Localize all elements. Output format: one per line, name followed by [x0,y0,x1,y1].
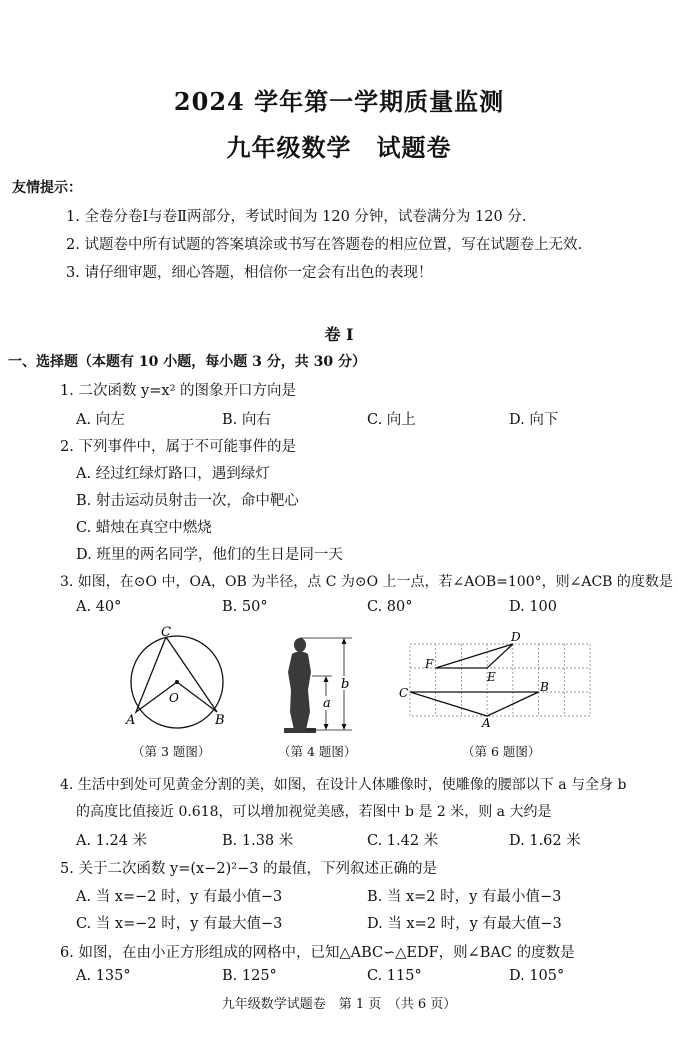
q6-option-a: A. 135° [76,968,131,984]
figure-6-grid [398,628,596,728]
exam-title: 2024 学年第一学期质量监测 [173,87,505,116]
q3-option-b: B. 50° [222,599,268,615]
page-footer: 九年级数学试题卷 第 1 页 （共 6 页） [221,997,457,1012]
q4-option-a: A. 1.24 米 [76,833,148,849]
tip-1: 1. 全卷分卷Ⅰ与卷Ⅱ两部分，考试时间为 120 分钟，试卷满分为 120 分. [66,209,527,225]
fig3-label-c: C [161,625,171,640]
q5-option-a: A. 当 x=−2 时，y 有最小值−3 [76,889,283,905]
q4-option-d: D. 1.62 米 [509,833,581,849]
q5-option-d: D. 当 x=2 时，y 有最大值−3 [367,916,562,932]
q1-option-b: B. 向右 [222,412,271,428]
q4-option-b: B. 1.38 米 [222,833,294,849]
statue-silhouette-icon [284,638,316,733]
q5-stem: 5. 关于二次函数 y=(x−2)²−3 的最值，下列叙述正确的是 [60,861,438,877]
fig6-label-a: A [482,716,491,728]
figure-3-caption: （第 3 题图） [132,744,211,759]
figure-4-statue [270,632,360,736]
fig6-label-c: C [399,686,409,700]
q4-option-c: C. 1.42 米 [367,833,439,849]
figure-4-caption: （第 4 题图） [278,744,357,759]
q4-stem-line-2: 的高度比值接近 0.618，可以增加视觉美感，若图中 b 是 2 米，则 a 大约是 [76,804,552,820]
q5-option-c: C. 当 x=−2 时，y 有最大值−3 [76,916,283,932]
fig6-label-f: F [425,657,434,671]
q2-option-a: A. 经过红绿灯路口，遇到绿灯 [76,466,270,482]
q6-stem: 6. 如图，在由小正方形组成的网格中，已知△ABC∽△EDF，则∠BAC 的度数是 [60,945,575,961]
fig4-label-b: b [341,677,350,692]
figure-3-circle [120,624,240,734]
fig6-label-b: B [540,680,549,694]
tip-3: 3. 请仔细审题，细心答题，相信你一定会有出色的表现！ [66,265,433,281]
fig4-label-a: a [323,696,331,711]
q6-option-d: D. 105° [509,968,565,984]
q2-option-c: C. 蜡烛在真空中燃烧 [76,520,212,536]
q2-option-d: D. 班里的两名同学，他们的生日是同一天 [76,547,343,563]
q3-stem: 3. 如图，在⊙O 中，OA，OB 为半径，点 C 为⊙O 上一点，若∠AOB=100°，则∠ACB 的度数是 [60,574,673,590]
section-heading: 一、选择题（本题有 10 小题，每小题 3 分，共 30 分） [8,354,366,370]
q6-option-b: B. 125° [222,968,277,984]
q1-option-d: D. 向下 [509,412,559,428]
q1-option-c: C. 向上 [367,412,416,428]
q3-option-a: A. 40° [76,599,122,615]
fig3-label-a: A [126,713,136,728]
q1-option-a: A. 向左 [76,412,125,428]
fig3-label-o: O [169,691,179,705]
q6-option-c: C. 115° [367,968,422,984]
exam-subtitle: 九年级数学 试题卷 [226,133,452,162]
volume-heading: 卷 Ⅰ [324,325,354,344]
q1-stem: 1. 二次函数 y=x² 的图象开口方向是 [60,383,296,399]
q5-option-b: B. 当 x=2 时，y 有最小值−3 [367,889,562,905]
tip-2: 2. 试题卷中所有试题的答案填涂或书写在答题卷的相应位置，写在试题卷上无效. [66,237,583,253]
q3-option-d: D. 100 [509,599,558,615]
fig6-label-e: E [487,670,496,684]
q4-stem-line-1: 4. 生活中到处可见黄金分割的美，如图，在设计人体雕像时，使雕像的腰部以下 a 与全身 b [60,777,627,793]
q2-stem: 2. 下列事件中，属于不可能事件的是 [60,439,296,455]
fig3-label-b: B [215,713,225,728]
figure-6-caption: （第 6 题图） [462,744,541,759]
fig6-label-d: D [511,630,521,644]
tips-heading: 友情提示： [12,180,82,196]
q2-option-b: B. 射击运动员射击一次，命中靶心 [76,493,299,509]
q3-option-c: C. 80° [367,599,413,615]
